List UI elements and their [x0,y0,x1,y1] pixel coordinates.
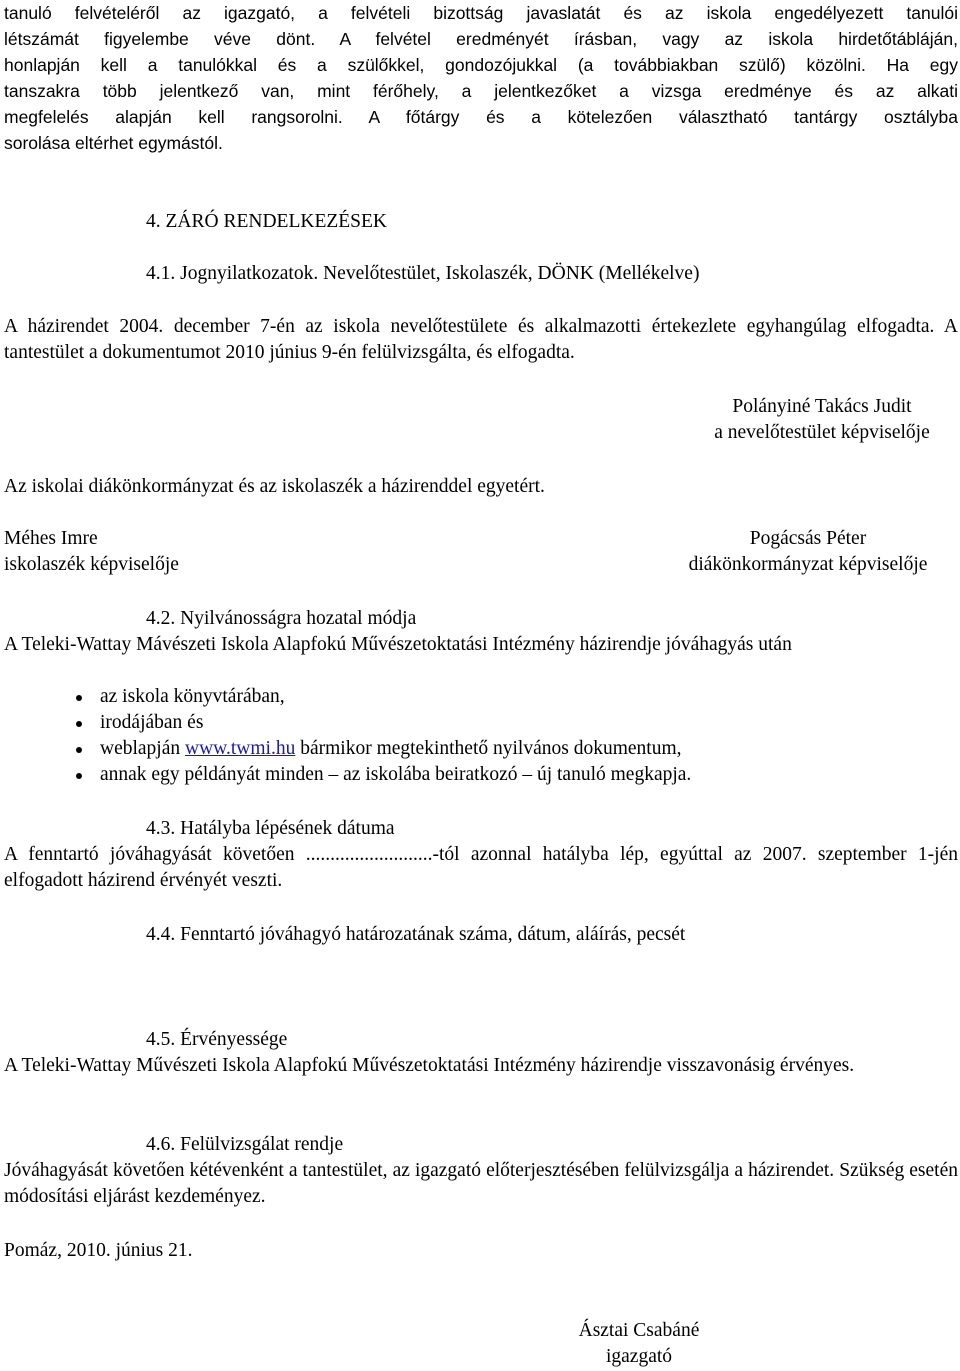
intro-line: megfelelés alapján kell rangsorolni. A főtárgy és a kötelezően választható tantárgy osztályba [4,107,958,127]
section-4-2-heading: 4.2. Nyilvánosságra hozatal módja [146,608,417,629]
intro-line: tanszakra több jelentkező van, mint férőhely, a jelentkezőket a vizsga eredménye és az alkati [4,81,958,101]
website-link[interactable]: www.twmi.hu [185,738,296,759]
place-and-date: Pomáz, 2010. június 21. [4,1240,193,1261]
intro-line: tanuló felvételéről az igazgató, a felvételi bizottság javaslatát és az iskola engedélyezett tanulói [4,3,958,23]
agreement-statement: Az iskolai diákönkormányzat és az iskolaszék a házirenddel egyetért. [4,476,545,497]
section-4-4-heading: 4.4. Fenntartó jóváhagyó határozatának száma, dátum, aláírás, pecsét [146,924,686,945]
principal-signature [554,1318,724,1370]
publication-list [4,684,958,788]
intro-line: létszámát figyelembe véve dönt. A felvétel eredményét írásban, vagy az iskola hirdetőtábláján, [4,29,958,49]
intro-line: honlapján kell a tanulókkal és a szülőkkel, gondozójukkal (a továbbiakban szülő) közölni. Ha egy [4,55,958,75]
section-4-3-text: A fenntartó jóváhagyását követően ..........................-tól azonnal hatályba lép, egyúttal az 2007. szeptember 1-jén elfogadott házirend érvényét veszti. [4,844,958,891]
bullet-icon [76,773,82,779]
list-item: annak egy példányát minden – az iskolába beiratkozó – új tanuló megkapja. [4,762,958,788]
list-item: weblapján www.twmi.hu bármikor megtekinthető nyilvános dokumentum, [4,736,958,762]
list-item: az iskola könyvtárában, [4,684,958,710]
school-board-signature [4,526,179,578]
signature-name: Pogácsás Péter [749,528,867,549]
signature-role: a nevelőtestület képviselője [714,422,930,443]
section-4-1-text: A házirendet 2004. december 7-én az iskola nevelőtestülete és alkalmazotti értekezlete egyhangúlag elfogadta. A tantestület a dokumentumot 2010 június 9-én felülvizsgálta, és elfogadta. [4,316,958,363]
section-4-heading: 4. ZÁRÓ RENDELKEZÉSEK [146,211,388,232]
signature-name: Ásztai Csabáné [578,1320,700,1341]
section-4-6-heading: 4.6. Felülvizsgálat rendje [146,1134,344,1155]
student-council-signature [660,526,956,578]
signature-name: Méhes Imre [4,528,98,549]
signature-role: diákönkormányzat képviselője [688,554,928,575]
bullet-icon [76,747,82,753]
section-4-6-text: Jóváhagyását követően kétévenként a tantestület, az igazgató előterjesztésében felülvizsgálja a házirendet. Szükség esetén módosítási eljárást kezdeményez. [4,1160,958,1207]
signature-role: iskolaszék képviselője [4,554,179,575]
bullet-icon [76,695,82,701]
section-4-1-heading: 4.1. Jognyilatkozatok. Nevelőtestület, Iskolaszék, DÖNK (Mellékelve) [146,263,700,284]
teachers-representative-signature [686,394,958,446]
signature-name: Polányiné Takács Judit [732,396,912,417]
section-4-5-heading: 4.5. Érvényessége [146,1029,288,1050]
signature-role: igazgató [605,1346,673,1367]
section-4-3-heading: 4.3. Hatályba lépésének dátuma [146,818,395,839]
bullet-icon [76,721,82,727]
section-4-5-text: A Teleki-Wattay Művészeti Iskola Alapfokú Művészetoktatási Intézmény házirendje visszavonásig érvényes. [4,1055,855,1076]
list-item: irodájában és [4,710,958,736]
intro-line: sorolása eltérhet egymástól. [4,133,223,153]
section-4-2-text: A Teleki-Wattay Mávészeti Iskola Alapfokú Művészetoktatási Intézmény házirendje jóváhagyás után [4,634,792,655]
intro-paragraph [4,0,958,156]
